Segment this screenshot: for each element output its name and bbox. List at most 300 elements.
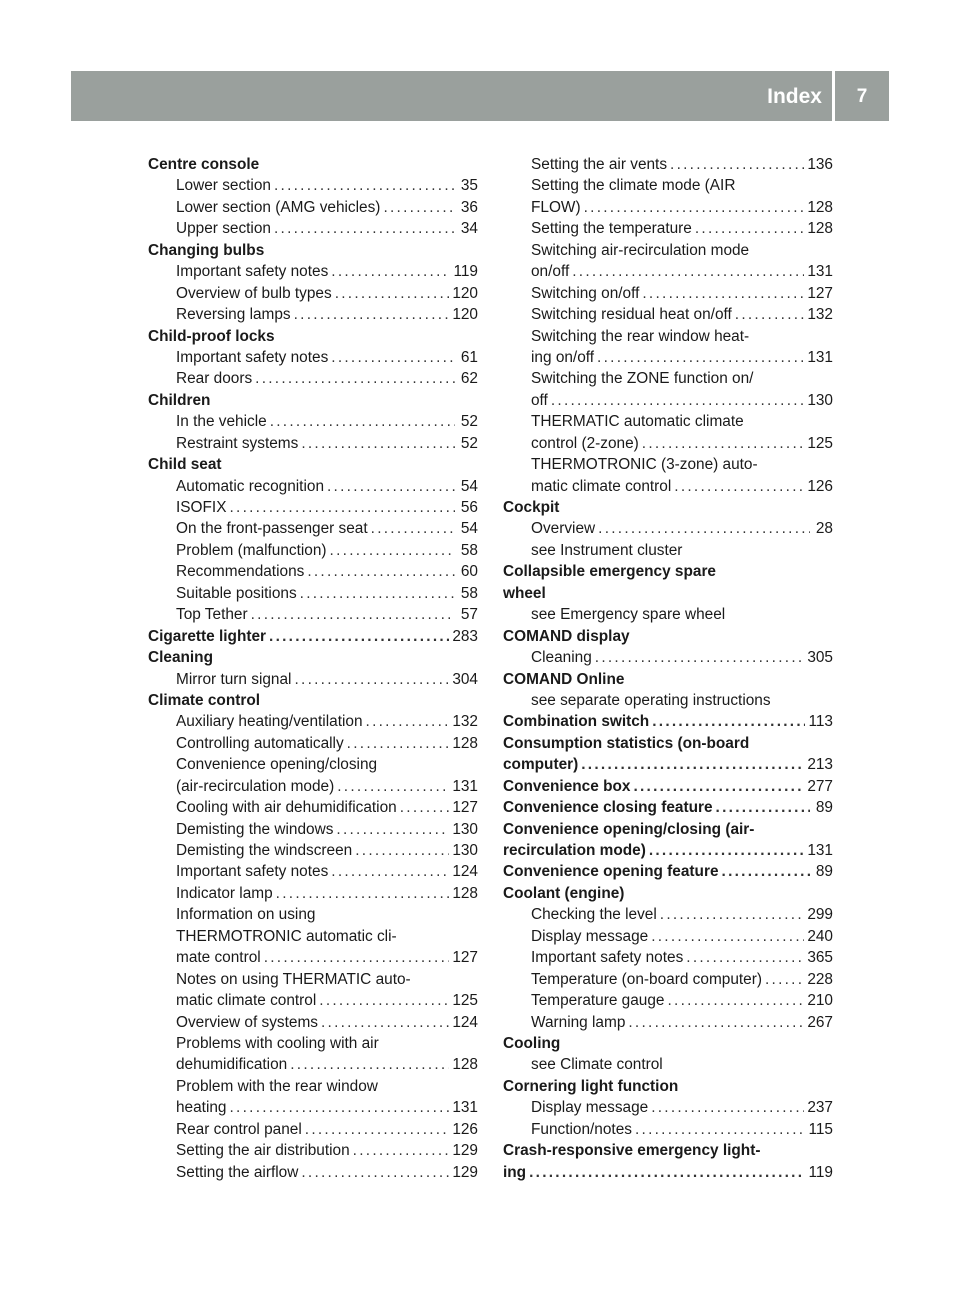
index-page-ref[interactable]: 130 xyxy=(807,391,833,409)
index-entry-label: THERMATIC automatic climate xyxy=(531,413,744,431)
index-entry-label: Mirror turn signal xyxy=(176,670,292,688)
leader-dots xyxy=(276,883,450,904)
index-page-ref[interactable]: 128 xyxy=(452,884,478,902)
index-subentry xyxy=(503,433,833,454)
index-subentry xyxy=(503,218,833,239)
index-entry-label: Collapsible emergency spare xyxy=(503,563,716,581)
index-heading xyxy=(503,1033,833,1054)
leader-dots xyxy=(400,797,450,818)
index-entry-label: Crash-responsive emergency light- xyxy=(503,1142,761,1160)
index-subentry xyxy=(503,518,833,539)
index-subentry xyxy=(148,368,478,389)
index-page-ref[interactable]: 28 xyxy=(815,520,833,538)
leader-dots xyxy=(355,840,449,861)
index-heading xyxy=(503,819,833,840)
leader-dots xyxy=(301,1162,449,1183)
index-subentry xyxy=(148,347,478,368)
index-entry-label: see Climate control xyxy=(531,1056,663,1074)
index-entry-label: Setting the air vents xyxy=(531,156,668,173)
index-page-ref[interactable]: 127 xyxy=(452,949,478,967)
leader-dots xyxy=(255,368,455,389)
index-entry-label: On the front-passenger seat xyxy=(176,520,368,538)
index-entry-label: on/off xyxy=(531,263,570,281)
index-heading xyxy=(503,669,833,690)
index-entry-label: recirculation mode) xyxy=(503,842,646,859)
index-page-ref[interactable]: 305 xyxy=(807,649,833,667)
index-subentry xyxy=(148,261,478,282)
index-subentry xyxy=(503,604,833,625)
leader-dots xyxy=(660,904,805,925)
index-heading xyxy=(503,754,833,775)
index-subentry xyxy=(148,840,478,861)
index-subentry xyxy=(148,926,478,947)
index-entry-label: (air-recirculation mode) xyxy=(176,777,335,795)
index-subentry xyxy=(503,1119,833,1140)
index-entry-label: Cigarette lighter xyxy=(148,627,267,645)
index-entry-label: Important safety notes xyxy=(176,263,329,281)
index-page-ref[interactable]: 129 xyxy=(452,1163,478,1181)
index-page-ref[interactable]: 54 xyxy=(460,477,478,495)
index-entry-label: Switching the ZONE function on/ xyxy=(531,370,754,388)
index-entry-label: Function/notes xyxy=(531,1120,632,1138)
index-heading xyxy=(503,797,833,818)
index-entry-label: Cockpit xyxy=(503,499,560,516)
index-page-ref[interactable]: 128 xyxy=(452,734,478,752)
index-entry-label: Important safety notes xyxy=(176,863,329,881)
index-entry-label: Upper section xyxy=(176,220,271,238)
index-subentry xyxy=(503,347,833,368)
leader-dots xyxy=(331,861,449,882)
index-entry-label: THERMOTRONIC (3-zone) auto- xyxy=(531,456,758,474)
index-entry-label: Problem (malfunction) xyxy=(176,541,327,559)
index-entry-label: off xyxy=(531,391,548,409)
index-subentry xyxy=(503,990,833,1011)
index-heading xyxy=(503,626,833,647)
index-entry-label: Notes on using THERMATIC auto- xyxy=(176,970,411,988)
index-page-ref[interactable]: 58 xyxy=(460,584,478,602)
index-heading xyxy=(148,626,478,647)
index-page-ref[interactable]: 54 xyxy=(460,520,478,538)
index-subentry xyxy=(503,540,833,561)
index-entry-label: FLOW) xyxy=(531,198,581,216)
index-entry-label: COMAND Online xyxy=(503,670,625,688)
index-page-ref[interactable]: 89 xyxy=(815,799,833,817)
index-subentry xyxy=(148,776,478,797)
index-subentry xyxy=(148,583,478,604)
index-page-ref[interactable]: 89 xyxy=(815,863,833,881)
index-entry-label: Lower section (AMG vehicles) xyxy=(176,198,381,216)
index-entry-label: ing xyxy=(503,1163,527,1181)
index-subentry xyxy=(148,1076,478,1097)
index-page-ref[interactable]: 129 xyxy=(452,1142,478,1160)
section-title: Index xyxy=(767,85,822,108)
index-subentry xyxy=(503,175,833,196)
index-entry-label: Checking the level xyxy=(531,906,657,924)
index-page-ref[interactable]: 113 xyxy=(808,713,833,731)
index-page-ref[interactable]: 115 xyxy=(808,1120,833,1138)
index-entry-label: Combination switch xyxy=(503,713,650,731)
index-entry-label: Temperature (on-board computer) xyxy=(531,970,762,988)
index-page-ref[interactable]: 277 xyxy=(807,777,833,795)
index-heading xyxy=(148,454,478,475)
leader-dots xyxy=(597,347,804,368)
index-entry-label: Child-proof locks xyxy=(148,327,275,345)
index-page-ref[interactable]: 52 xyxy=(460,413,478,431)
index-entry-label: control (2-zone) xyxy=(531,434,639,452)
index-entry-label: Controlling automatically xyxy=(176,734,344,752)
index-subentry xyxy=(148,947,478,968)
index-subentry xyxy=(148,669,478,690)
index-heading xyxy=(148,240,478,261)
index-subentry xyxy=(148,433,478,454)
index-subentry xyxy=(148,518,478,539)
index-entry-label: Changing bulbs xyxy=(148,241,265,259)
index-subentry xyxy=(503,197,833,218)
leader-dots xyxy=(331,261,450,282)
index-subentry xyxy=(503,1097,833,1118)
leader-dots xyxy=(595,647,805,668)
index-entry-label: Warning lamp xyxy=(531,1013,626,1031)
index-entry-label: Overview xyxy=(531,520,596,538)
leader-dots xyxy=(353,1140,450,1161)
index-subentry xyxy=(503,411,833,432)
index-subentry xyxy=(148,175,478,196)
leader-dots xyxy=(735,304,805,325)
index-entry-label: Setting the airflow xyxy=(176,1163,299,1181)
leader-dots xyxy=(307,561,455,582)
leader-dots xyxy=(642,283,804,304)
leader-dots xyxy=(529,1162,805,1183)
leader-dots xyxy=(366,711,450,732)
index-heading xyxy=(148,154,478,175)
index-entry-label: mate control xyxy=(176,949,261,967)
index-subentry xyxy=(148,411,478,432)
index-page-ref[interactable]: 127 xyxy=(452,799,478,817)
index-page-ref[interactable]: 35 xyxy=(460,177,478,195)
index-subentry xyxy=(148,819,478,840)
leader-dots xyxy=(305,1119,450,1140)
index-subentry xyxy=(503,240,833,261)
index-page-ref[interactable]: 57 xyxy=(460,606,478,624)
index-entry-label: Consumption statistics (on-board xyxy=(503,734,750,752)
index-entry-label: Display message xyxy=(531,927,649,945)
index-page-ref[interactable]: 128 xyxy=(807,198,833,216)
index-page-ref[interactable]: 58 xyxy=(460,541,478,559)
index-subentry xyxy=(503,476,833,497)
index-heading xyxy=(503,561,833,582)
index-page-ref[interactable]: 131 xyxy=(807,263,833,281)
index-entry-label: Setting the temperature xyxy=(531,220,692,238)
index-entry-label: Problem with the rear window xyxy=(176,1077,378,1095)
index-page-ref[interactable]: 213 xyxy=(807,756,833,774)
leader-dots xyxy=(642,433,805,454)
leader-dots xyxy=(264,947,450,968)
leader-dots xyxy=(251,604,455,625)
index-page-ref[interactable]: 131 xyxy=(452,1099,478,1117)
index-subentry xyxy=(503,326,833,347)
index-page-ref[interactable]: 132 xyxy=(807,306,833,324)
leader-dots xyxy=(652,711,805,732)
index-entry-label: see Emergency spare wheel xyxy=(531,606,726,624)
index-entry-label: Convenience opening feature xyxy=(503,863,719,881)
index-page-ref[interactable]: 130 xyxy=(452,820,478,838)
index-entry-label: In the vehicle xyxy=(176,413,267,431)
leader-dots xyxy=(651,926,804,947)
leader-dots xyxy=(722,861,810,882)
index-page-ref[interactable]: 120 xyxy=(452,306,478,324)
leader-dots xyxy=(330,540,455,561)
index-entry-label: Convenience opening/closing (air- xyxy=(503,820,755,838)
index-entry-label: Recommendations xyxy=(176,563,305,581)
page-number: 7 xyxy=(856,86,868,107)
index-entry-label: Rear control panel xyxy=(176,1120,302,1138)
index-page-ref[interactable]: 210 xyxy=(807,992,833,1010)
leader-dots xyxy=(269,626,449,647)
leader-dots xyxy=(371,518,455,539)
index-heading xyxy=(503,776,833,797)
index-entry-label: Cleaning xyxy=(148,649,213,667)
index-entry-label: Demisting the windows xyxy=(176,820,334,838)
index-page-ref[interactable]: 240 xyxy=(807,927,833,945)
leader-dots xyxy=(335,283,450,304)
index-page-ref[interactable]: 304 xyxy=(452,670,478,688)
index-page-ref[interactable]: 36 xyxy=(460,198,478,216)
index-subentry xyxy=(148,711,478,732)
index-entry-label: Switching air-recirculation mode xyxy=(531,241,750,259)
index-page-ref[interactable]: 131 xyxy=(452,777,478,795)
leader-dots xyxy=(294,669,449,690)
leader-dots xyxy=(674,476,804,497)
index-page-ref[interactable]: 126 xyxy=(807,477,833,495)
index-subentry xyxy=(148,883,478,904)
index-page-ref[interactable]: 119 xyxy=(453,263,478,281)
leader-dots xyxy=(670,154,804,175)
leader-dots xyxy=(635,1119,805,1140)
index-page-ref[interactable]: 127 xyxy=(807,284,833,302)
index-entry-label: Cleaning xyxy=(531,649,592,667)
index-entry-label: ISOFIX xyxy=(176,499,227,516)
index-heading xyxy=(148,647,478,668)
index-heading xyxy=(503,1162,833,1183)
index-entry-label: ing on/off xyxy=(531,348,595,366)
index-page-ref[interactable]: 125 xyxy=(452,992,478,1010)
index-entry-label: Centre console xyxy=(148,156,260,173)
index-column-right xyxy=(503,154,833,1183)
index-entry-label: Important safety notes xyxy=(531,949,684,967)
index-subentry xyxy=(503,283,833,304)
index-subentry xyxy=(148,754,478,775)
index-subentry xyxy=(503,690,833,711)
index-subentry xyxy=(148,197,478,218)
index-page-ref[interactable]: 283 xyxy=(452,627,478,645)
index-subentry xyxy=(148,1054,478,1075)
leader-dots xyxy=(598,518,810,539)
leader-dots xyxy=(319,990,449,1011)
index-entry-label: Convenience closing feature xyxy=(503,799,713,817)
index-entry-label: matic climate control xyxy=(176,992,317,1010)
index-subentry xyxy=(148,1162,478,1183)
index-entry-label: Rear doors xyxy=(176,370,253,388)
index-page-ref[interactable]: 131 xyxy=(807,842,833,859)
index-heading xyxy=(148,390,478,411)
index-subentry xyxy=(148,1012,478,1033)
index-subentry xyxy=(148,540,478,561)
index-entry-label: Automatic recognition xyxy=(176,477,324,495)
index-entry-label: Restraint systems xyxy=(176,434,299,452)
index-entry-label: Cooling with air dehumidification xyxy=(176,799,397,817)
leader-dots xyxy=(649,840,804,861)
index-subentry xyxy=(503,904,833,925)
leader-dots xyxy=(290,1054,449,1075)
leader-dots xyxy=(651,1097,804,1118)
index-heading xyxy=(148,690,478,711)
leader-dots xyxy=(331,347,455,368)
leader-dots xyxy=(667,990,804,1011)
index-heading xyxy=(503,711,833,732)
index-entry-label: THERMOTRONIC automatic cli- xyxy=(176,927,397,945)
leader-dots xyxy=(584,197,805,218)
index-entry-label: computer) xyxy=(503,756,579,774)
index-entry-label: Setting the climate mode (AIR xyxy=(531,177,736,195)
index-page-ref[interactable]: 124 xyxy=(452,1013,478,1031)
index-subentry xyxy=(503,304,833,325)
index-page-ref[interactable]: 124 xyxy=(452,863,478,881)
index-subentry xyxy=(148,497,478,518)
index-page-ref[interactable]: 130 xyxy=(452,842,478,859)
index-subentry xyxy=(503,454,833,475)
index-page-ref[interactable]: 365 xyxy=(807,949,833,967)
leader-dots xyxy=(337,776,449,797)
index-entry-label: Setting the air distribution xyxy=(176,1142,350,1160)
index-page-ref[interactable]: 131 xyxy=(807,348,833,366)
index-entry-label: Climate control xyxy=(148,691,261,709)
index-page-ref[interactable]: 228 xyxy=(807,970,833,988)
index-heading xyxy=(148,326,478,347)
leader-dots xyxy=(695,218,804,239)
leader-dots xyxy=(581,754,804,775)
index-heading xyxy=(503,1140,833,1161)
index-subentry xyxy=(503,154,833,175)
index-page-ref[interactable]: 126 xyxy=(452,1120,478,1138)
index-page-ref[interactable]: 61 xyxy=(460,348,478,366)
index-page-ref[interactable]: 60 xyxy=(460,563,478,581)
leader-dots xyxy=(301,433,455,454)
index-subentry xyxy=(148,218,478,239)
leader-dots xyxy=(229,497,455,518)
index-page-ref[interactable]: 128 xyxy=(452,1056,478,1074)
index-subentry xyxy=(148,733,478,754)
index-entry-label: Temperature gauge xyxy=(531,992,665,1010)
leader-dots xyxy=(572,261,804,282)
index-heading xyxy=(503,583,833,604)
index-page-ref[interactable]: 136 xyxy=(807,156,833,173)
index-subentry xyxy=(148,1033,478,1054)
index-entry-label: Overview of systems xyxy=(176,1013,318,1031)
index-subentry xyxy=(148,476,478,497)
index-entry-label: COMAND display xyxy=(503,627,630,645)
leader-dots xyxy=(294,304,450,325)
index-page-ref[interactable]: 120 xyxy=(452,284,478,302)
index-subentry xyxy=(503,969,833,990)
leader-dots xyxy=(765,969,804,990)
index-entry-label: Indicator lamp xyxy=(176,884,273,902)
index-subentry xyxy=(503,390,833,411)
index-entry-label: dehumidification xyxy=(176,1056,288,1074)
index-entry-label: Cooling xyxy=(503,1034,561,1052)
index-subentry xyxy=(148,904,478,925)
leader-dots xyxy=(716,797,810,818)
leader-dots xyxy=(270,411,455,432)
index-page-ref[interactable]: 128 xyxy=(807,220,833,238)
index-entry-label: Important safety notes xyxy=(176,348,329,366)
index-page-ref[interactable]: 62 xyxy=(460,370,478,388)
leader-dots xyxy=(383,197,455,218)
index-page-ref[interactable]: 125 xyxy=(807,434,833,452)
index-entry-label: Lower section xyxy=(176,177,271,195)
index-entry-label: Overview of bulb types xyxy=(176,284,332,302)
index-entry-label: Information on using xyxy=(176,906,316,924)
index-subentry xyxy=(148,1097,478,1118)
index-entry-label: Child seat xyxy=(148,456,222,474)
index-heading xyxy=(503,861,833,882)
index-entry-label: matic climate control xyxy=(531,477,672,495)
index-entry-label: Children xyxy=(148,391,211,409)
index-subentry xyxy=(148,283,478,304)
index-entry-label: Convenience opening/closing xyxy=(176,756,378,774)
index-subentry xyxy=(503,926,833,947)
index-heading xyxy=(503,840,833,861)
index-subentry xyxy=(503,647,833,668)
leader-dots xyxy=(230,1097,450,1118)
leader-dots xyxy=(274,218,455,239)
index-page-ref[interactable]: 52 xyxy=(460,434,478,452)
leader-dots xyxy=(336,819,449,840)
index-page-ref[interactable]: 267 xyxy=(807,1013,833,1031)
index-page-ref[interactable]: 119 xyxy=(808,1163,833,1181)
index-page-ref[interactable]: 132 xyxy=(452,713,478,731)
index-entry-label: Convenience box xyxy=(503,777,631,795)
index-subentry xyxy=(503,947,833,968)
leader-dots xyxy=(327,476,455,497)
leader-dots xyxy=(347,733,450,754)
index-subentry xyxy=(503,1012,833,1033)
index-page-ref[interactable]: 34 xyxy=(460,220,478,238)
index-page-ref[interactable]: 299 xyxy=(807,906,833,924)
index-entry-label: Reversing lamps xyxy=(176,306,291,324)
index-entry-label: Problems with cooling with air xyxy=(176,1034,379,1052)
index-subentry xyxy=(148,990,478,1011)
leader-dots xyxy=(686,947,804,968)
index-subentry xyxy=(503,1054,833,1075)
index-subentry xyxy=(148,797,478,818)
index-column-left xyxy=(148,154,478,1183)
index-entry-label: Display message xyxy=(531,1099,649,1117)
index-entry-label: Top Tether xyxy=(176,606,248,624)
index-page-ref[interactable]: 56 xyxy=(460,499,478,516)
index-subentry xyxy=(503,368,833,389)
leader-dots xyxy=(300,583,455,604)
index-subentry xyxy=(148,1119,478,1140)
index-entry-label: Switching the rear window heat- xyxy=(531,327,750,345)
index-entry-label: heating xyxy=(176,1099,227,1117)
index-subentry xyxy=(148,561,478,582)
index-page-ref[interactable]: 237 xyxy=(807,1099,833,1117)
index-entry-label: Switching on/off xyxy=(531,284,640,302)
index-entry-label: Switching residual heat on/off xyxy=(531,306,732,324)
index-subentry xyxy=(148,1140,478,1161)
leader-dots xyxy=(633,776,804,797)
index-heading xyxy=(503,883,833,904)
